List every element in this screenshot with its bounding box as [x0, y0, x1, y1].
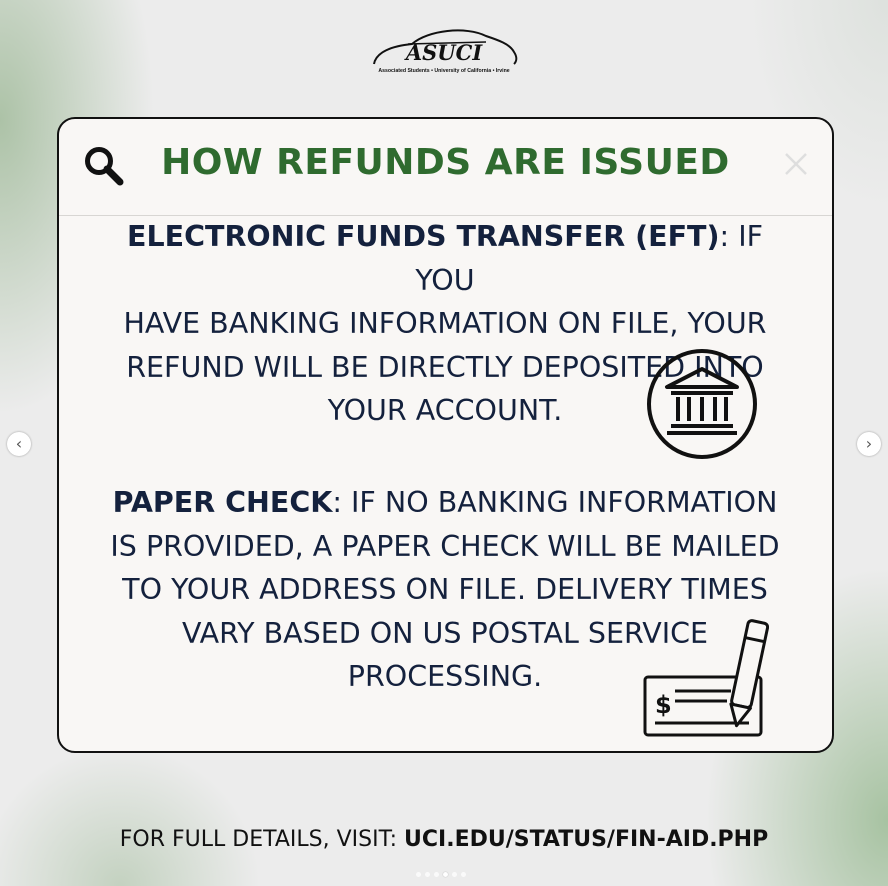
carousel-dot[interactable] — [425, 872, 430, 877]
logo-wordmark: ASUCI — [405, 40, 483, 65]
refunds-card — [57, 117, 834, 753]
bank-icon — [645, 347, 759, 461]
chevron-left-icon[interactable]: ‹ — [7, 432, 31, 456]
eft-line-2: HAVE BANKING INFORMATION ON FILE, YOUR — [123, 307, 767, 340]
carousel-dot[interactable] — [434, 872, 439, 877]
paper-heading: PAPER CHECK — [112, 486, 333, 519]
card-title: HOW REFUNDS ARE ISSUED — [161, 142, 730, 183]
carousel-dot[interactable] — [416, 872, 421, 877]
paper-line-2: IS PROVIDED, A PAPER CHECK WILL BE MAILED — [110, 529, 780, 563]
eft-line-1: ELECTRONIC FUNDS TRANSFER (EFT): IF YOU — [126, 220, 763, 297]
chevron-right-icon[interactable]: › — [857, 432, 881, 456]
carousel-dot[interactable] — [443, 872, 448, 877]
carousel-dot[interactable] — [452, 872, 457, 877]
check-icon — [641, 617, 769, 741]
logo-subtitle: Associated Students • University of California • Irvine — [378, 68, 510, 74]
paper-line-4: VARY BASED ON US POSTAL SERVICE — [181, 616, 709, 650]
footer-text — [0, 827, 888, 852]
paper-line-1: PAPER CHECK: IF NO BANKING INFORMATION — [112, 486, 778, 519]
eft-heading: ELECTRONIC FUNDS TRANSFER (EFT) — [126, 220, 720, 253]
carousel-dot[interactable] — [461, 872, 466, 877]
card-header — [59, 119, 832, 216]
footer-url[interactable]: UCI.EDU/STATUS/FIN-AID.PHP — [404, 827, 769, 852]
footer-prefix: FOR FULL DETAILS, VISIT: — [119, 827, 405, 852]
eft-line-4: YOUR ACCOUNT. — [327, 394, 563, 427]
close-icon[interactable] — [783, 151, 809, 177]
svg-text:$: $ — [655, 691, 672, 719]
car-outline-icon — [368, 22, 520, 68]
paper-line-5: PROCESSING. — [347, 660, 543, 693]
asuci-logo — [368, 22, 520, 78]
eft-line-3: REFUND WILL BE DIRECTLY DEPOSITED INTO — [126, 350, 764, 384]
paper-line-3: TO YOUR ADDRESS ON FILE. DELIVERY TIMES — [122, 573, 768, 606]
carousel-dots — [416, 872, 466, 878]
